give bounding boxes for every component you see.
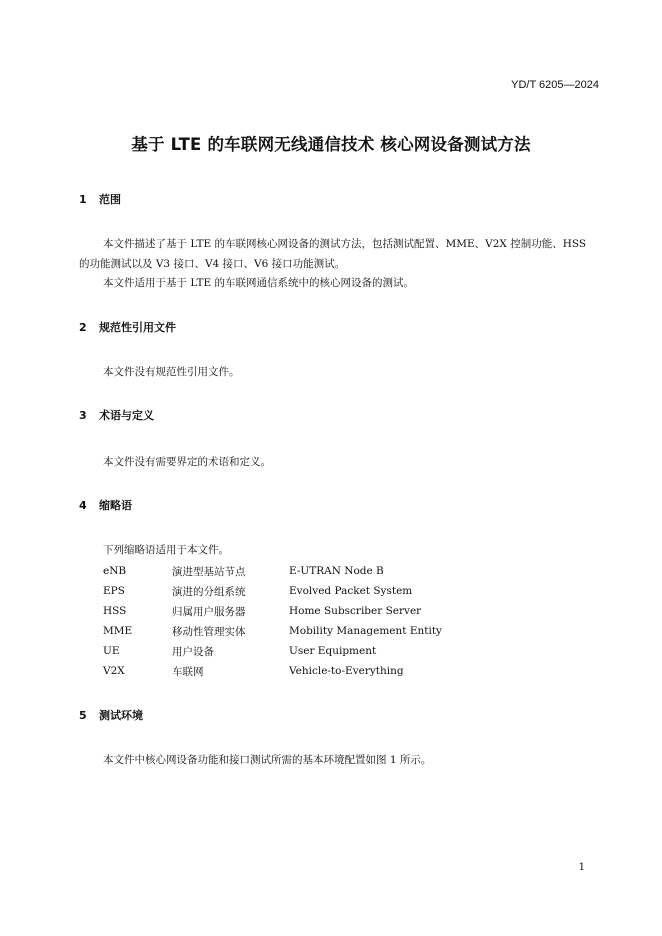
section-number: 5 (79, 709, 87, 722)
abbreviation-table (103, 561, 442, 681)
paragraph: 本文件没有规范性引用文件。 (103, 366, 240, 378)
abbr-english: E-UTRAN Node B (289, 565, 384, 577)
section-heading-2 (79, 319, 176, 335)
section-heading-1 (79, 191, 121, 207)
table-row (103, 661, 442, 681)
abbr-chinese: 用户设备 (172, 645, 214, 658)
paragraph: 本文件没有需要界定的术语和定义。 (103, 456, 271, 468)
abbr-english: Vehicle-to-Everything (289, 665, 404, 677)
section-title: 范围 (99, 193, 121, 206)
abbr-term: EPS (103, 585, 125, 597)
section-number: 1 (79, 193, 87, 206)
abbr-english: Home Subscriber Server (289, 605, 422, 617)
abbr-term: UE (103, 645, 120, 657)
paragraph: 下列缩略语适用于本文件。 (103, 544, 229, 556)
abbr-term: V2X (103, 665, 125, 677)
abbr-term: eNB (103, 565, 127, 577)
abbr-chinese: 演进型基站节点 (172, 565, 246, 578)
section-heading-3 (79, 407, 154, 423)
table-row (103, 601, 442, 621)
table-row (103, 561, 442, 581)
section-number: 4 (79, 499, 87, 512)
section-number: 2 (79, 321, 87, 334)
abbr-english: Evolved Packet System (289, 585, 413, 597)
paragraph: 本文件描述了基于 LTE 的车联网核心网设备的测试方法，包括测试配置、MME、V2X 控制功能、HSS 的功能测试以及 V3 接口、V4 接口、V6 接口功能测试。 (79, 238, 587, 270)
section-title: 测试环境 (99, 709, 143, 722)
abbr-english: User Equipment (289, 645, 377, 657)
section-title: 规范性引用文件 (99, 321, 176, 334)
abbr-chinese: 移动性管理实体 (172, 625, 246, 638)
table-row (103, 581, 442, 601)
section-number: 3 (79, 409, 87, 422)
page-number: 1 (578, 862, 585, 873)
section-title: 缩略语 (99, 499, 132, 512)
abbr-english: Mobility Management Entity (289, 625, 442, 637)
document-code: YD/T 6205—2024 (511, 79, 599, 91)
table-row (103, 641, 442, 661)
paragraph: 本文件中核心网设备功能和接口测试所需的基本环境配置如图 1 所示。 (103, 754, 432, 766)
section-heading-4 (79, 497, 132, 513)
table-row (103, 621, 442, 641)
abbr-chinese: 车联网 (172, 665, 204, 678)
abbr-term: MME (103, 625, 133, 637)
abbr-chinese: 演进的分组系统 (172, 585, 246, 598)
abbr-chinese: 归属用户服务器 (172, 605, 246, 618)
section-heading-5 (79, 707, 143, 723)
abbr-term: HSS (103, 605, 127, 617)
document-title: 基于 LTE 的车联网无线通信技术 核心网设备测试方法 (131, 135, 531, 154)
section-title: 术语与定义 (99, 409, 154, 422)
paragraph: 本文件适用于基于 LTE 的车联网通信系统中的核心网设备的测试。 (103, 277, 414, 289)
